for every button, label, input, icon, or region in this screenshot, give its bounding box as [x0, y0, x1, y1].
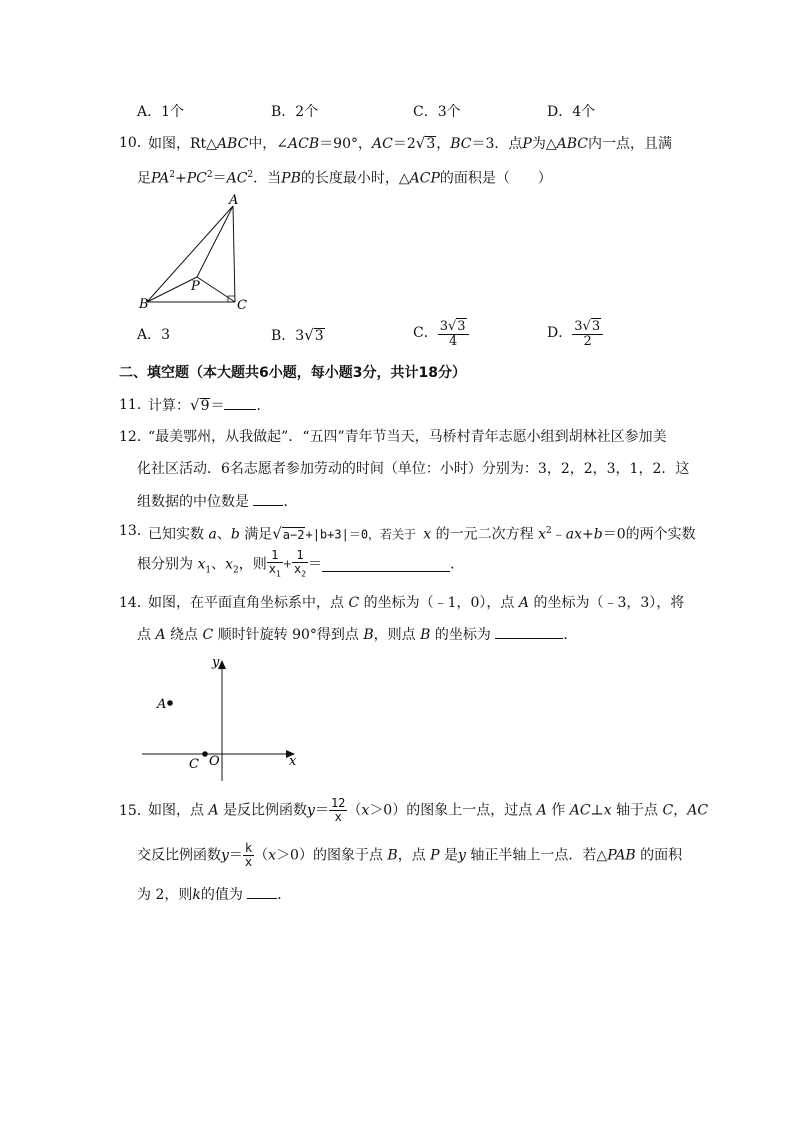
q14-line2: 点 A 绕点 C 顺时针旋转 90°得到点 B，则点 B 的坐标为 ． [137, 624, 577, 645]
q14-answer-blank[interactable] [495, 624, 563, 639]
q10-option-a: A．3 [137, 327, 171, 343]
q12-line2: 化社区活动．6名志愿者参加劳动的时间（单位：小时）分别为：3，2，2，3，1，2．这 [137, 461, 690, 477]
q12-line1: “最美鄂州，从我做起”．“五四”青年节当天，马桥村青年志愿小组到胡林社区参加美 [148, 429, 667, 445]
point-c [202, 751, 208, 757]
q15-line1: 如图，点 A 是反比例函数y＝ $\frac{12}{x}$ （x＞0）的图象上一点，过点 A 作 AC⊥x 轴于点 C，AC [148, 796, 709, 824]
q15-line2: 交反比例函数y＝ $\frac{k}{x}$ （x＞0）的图象于点 B，点 P 是y 轴正半轴上一点．若△PAB 的面积 [137, 841, 683, 869]
q13-number: 13． [119, 523, 151, 539]
q9-option-d: D．4个 [547, 104, 596, 120]
line-pa [197, 206, 233, 277]
label-a: A [229, 193, 239, 208]
point-a [167, 700, 173, 706]
q10-number: 10． [119, 135, 151, 151]
line-bp [147, 277, 197, 302]
q9-option-c: C．3个 [413, 104, 461, 120]
q14-line1: 如图，在平面直角坐标系中，点 C 的坐标为（﹣1，0），点 A 的坐标为（﹣3，3），将 [148, 595, 685, 611]
q10-triangle-figure [135, 192, 255, 317]
label-p: P [191, 279, 200, 294]
line-ac [233, 206, 235, 302]
q12-number: 12． [119, 429, 151, 445]
q10-line1: 如图，Rt△ABC中，∠ACB＝90°，AC＝2√3，BC＝3．点P为△ABC内一点，且满 [148, 134, 672, 152]
q10-line2: 足$PA^2+PC^2=AC^2$．当PB的长度最小时，△ACP的面积是（ ） [137, 170, 552, 187]
q15-answer-blank[interactable] [247, 884, 277, 899]
label-c: C [237, 298, 247, 313]
q10-option-b: B．3√3 [271, 326, 324, 344]
label-x: x [289, 754, 297, 769]
label-o: O [209, 754, 220, 769]
q11-text: 计算：√9＝ ． [148, 396, 271, 414]
line-ba [147, 206, 233, 302]
q9-option-a: A．1个 [137, 104, 185, 120]
q11-number: 11． [119, 397, 151, 413]
q9-option-b: B．2个 [271, 104, 319, 120]
q10-option-d: D． $\frac{3√3}{2}$ [547, 318, 603, 348]
section-title: 二、填空题（本大题共6小题，每小题3分，共计18分） [119, 365, 466, 381]
line-pc [197, 277, 235, 302]
q12-line3: 组数据的中位数是 ． [137, 491, 297, 512]
q15-number: 15． [119, 803, 151, 819]
label-y: y [212, 655, 220, 670]
q12-answer-blank[interactable] [253, 491, 283, 506]
q10-option-c: C． $\frac{3√3}{4}$ [413, 318, 469, 348]
label-a: A [157, 697, 167, 712]
q14-coordinate-figure [140, 650, 310, 785]
label-b: B [139, 297, 149, 312]
q13-line2: 根分别为 $x_1$、$x_2$，则 $\frac{1}{x_1}$ + $\frac{1}{x_2}$ ＝ ． [137, 548, 465, 579]
label-c: C [189, 757, 199, 772]
q13-answer-blank[interactable] [322, 557, 450, 572]
q14-number: 14． [119, 595, 151, 611]
q15-line3: 为 2，则k的值为 ． [137, 884, 291, 905]
q13-line1: 已知实数 a、b 满足√a−2+|b+3|＝0，若关于 x 的一元二次方程 $x^2﹣ax+b=0$的两个实数 [148, 524, 696, 543]
q11-answer-blank[interactable] [224, 395, 256, 410]
